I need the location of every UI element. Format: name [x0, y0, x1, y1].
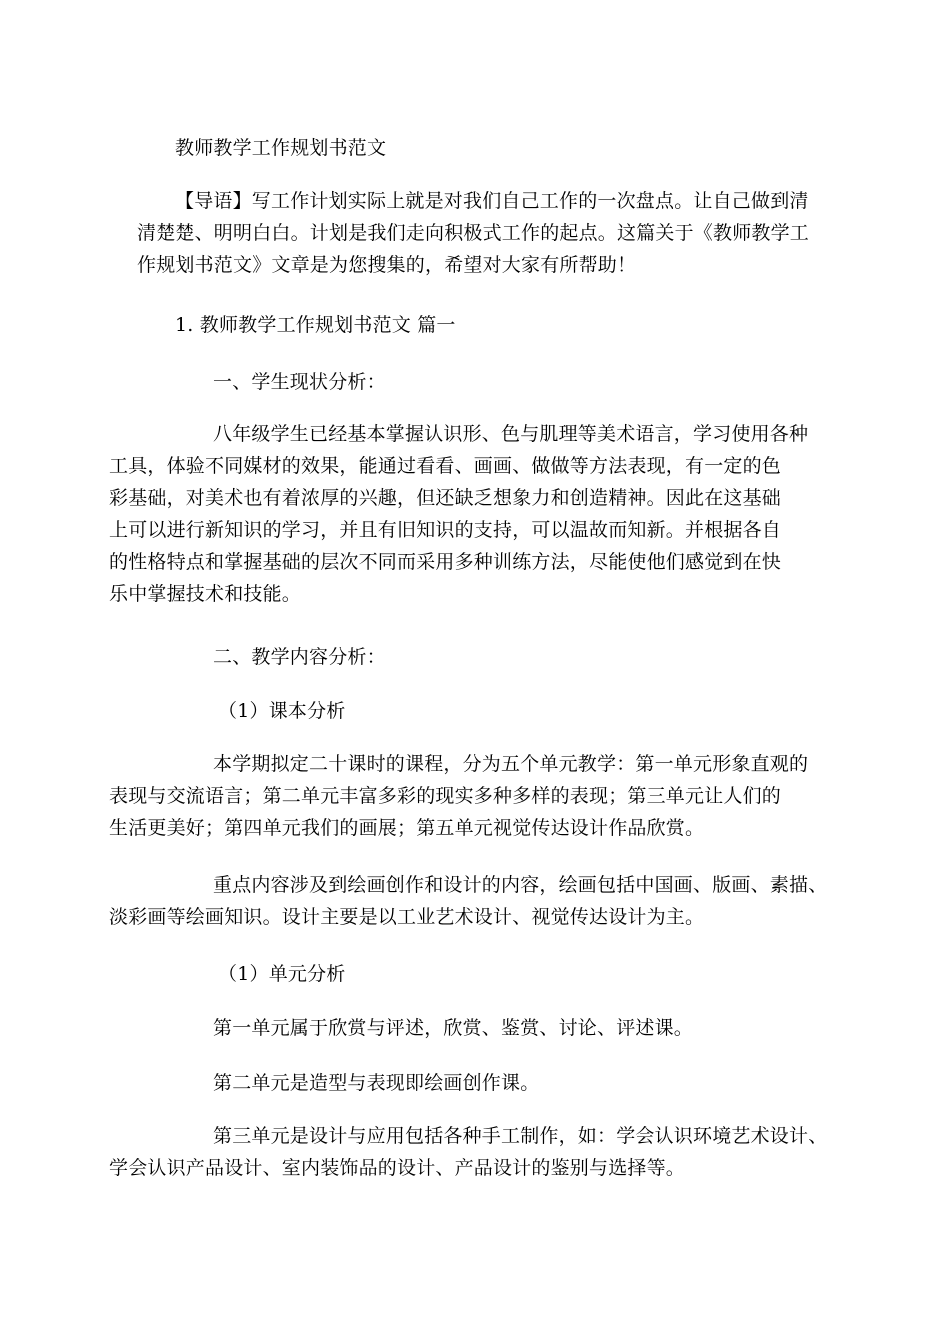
paragraph-line: 第三单元是设计与应用包括各种手工制作，如：学会认识环境艺术设计、 — [213, 1125, 828, 1147]
paragraph-line: 的性格特点和掌握基础的层次不同而采用多种训练方法，尽能使他们感觉到在快 — [109, 551, 782, 573]
paragraph-line: 表现与交流语言；第二单元丰富多彩的现实多种多样的表现；第三单元让人们的 — [109, 785, 782, 807]
unit-two-paragraph: 第二单元是造型与表现即绘画创作课。 — [213, 1072, 540, 1094]
paragraph-line: 重点内容涉及到绘画创作和设计的内容，绘画包括中国画、版画、素描、 — [213, 874, 828, 896]
paragraph-line: 生活更美好；第四单元我们的画展；第五单元视觉传达设计作品欣赏。 — [109, 817, 705, 839]
section-heading: 1. 教师教学工作规划书范文 篇一 — [175, 314, 456, 336]
subheading-textbook-analysis: （1）课本分析 — [218, 700, 346, 722]
intro-line: 清楚楚、明明白白。计划是我们走向积极式工作的起点。这篇关于《教师教学工 — [137, 222, 810, 244]
document-title: 教师教学工作规划书范文 — [175, 137, 387, 159]
paragraph-line: 彩基础，对美术也有着浓厚的兴趣，但还缺乏想象力和创造精神。因此在这基础 — [109, 487, 782, 509]
paragraph-line: 工具，体验不同媒材的效果，能通过看看、画画、做做等方法表现，有一定的色 — [109, 455, 782, 477]
focus-paragraph — [109, 869, 828, 933]
paragraph-line: 学会认识产品设计、室内装饰品的设计、产品设计的鉴别与选择等。 — [109, 1157, 686, 1179]
paragraph-line: 乐中掌握技术和技能。 — [109, 583, 302, 605]
paragraph-line: 上可以进行新知识的学习，并且有旧知识的支持，可以温故而知新。并根据各自 — [109, 519, 782, 541]
paragraph-line: 本学期拟定二十课时的课程，分为五个单元教学：第一单元形象直观的 — [213, 753, 809, 775]
unit-three-paragraph — [109, 1120, 828, 1184]
subheading-unit-analysis: （1）单元分析 — [218, 963, 346, 985]
unit-one-paragraph: 第一单元属于欣赏与评述，欣赏、鉴赏、讨论、评述课。 — [213, 1017, 694, 1039]
intro-paragraph — [137, 185, 810, 281]
student-analysis-paragraph — [109, 418, 809, 610]
subheading-student-analysis: 一、学生现状分析： — [213, 371, 386, 393]
intro-line: 【导语】写工作计划实际上就是对我们自己工作的一次盘点。让自己做到清 — [175, 190, 809, 212]
paragraph-line: 八年级学生已经基本掌握认识形、色与肌理等美术语言，学习使用各种 — [213, 423, 809, 445]
paragraph-line: 淡彩画等绘画知识。设计主要是以工业艺术设计、视觉传达设计为主。 — [109, 906, 705, 928]
subheading-content-analysis: 二、教学内容分析： — [213, 646, 386, 668]
textbook-paragraph — [109, 748, 809, 844]
intro-line: 作规划书范文》文章是为您搜集的，希望对大家有所帮助！ — [137, 254, 637, 276]
